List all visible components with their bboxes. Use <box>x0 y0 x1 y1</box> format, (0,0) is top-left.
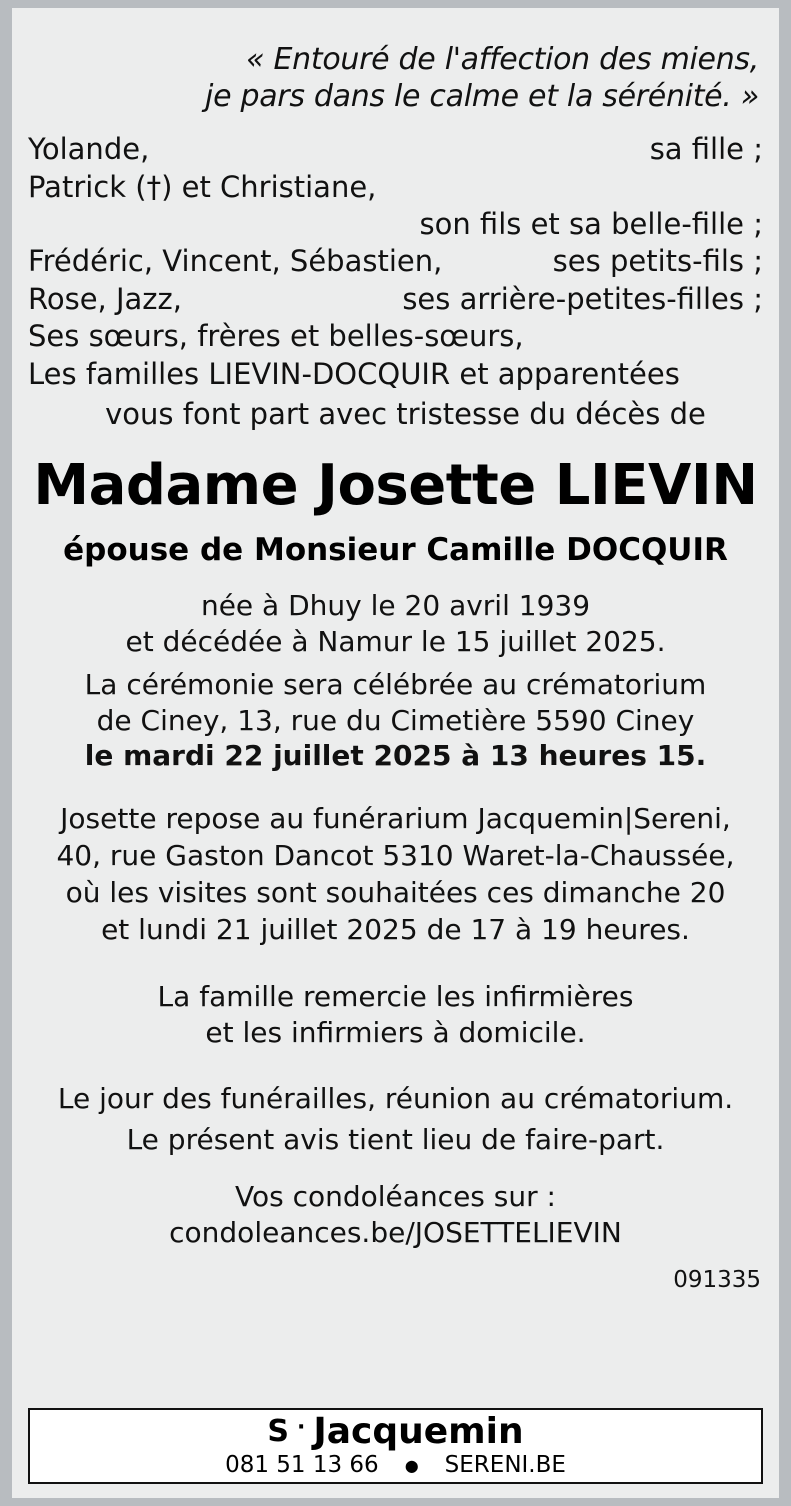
phone-number: 081 51 13 66 <box>225 1452 379 1478</box>
closing-block <box>28 1079 763 1160</box>
family-relation: ses arrière-petites-filles ; <box>402 281 763 316</box>
family-row <box>28 318 763 355</box>
ceremony-datetime: le mardi 22 juillet 2025 à 13 heures 15. <box>84 739 707 773</box>
ceremony-line-2: de Ciney, 13, rue du Cimetière 5590 Ciney <box>96 703 695 737</box>
condolences-url[interactable]: condoleances.be/JOSETTELIEVIN <box>169 1216 622 1250</box>
thanks-block <box>28 979 763 1052</box>
family-row <box>28 243 763 280</box>
family-relation: sa fille ; <box>649 132 763 167</box>
repose-line-3: où les visites sont souhaitées ces dimanche 20 <box>65 876 726 910</box>
repose-line-4: et lundi 21 juillet 2025 de 17 à 19 heures. <box>101 913 690 947</box>
dates-block <box>28 588 763 659</box>
footer-contact <box>225 1452 566 1478</box>
family-member-names: Rose, Jazz, <box>28 281 182 316</box>
birth-line: née à Dhuy le 20 avril 1939 <box>200 589 591 623</box>
quote-line-2: je pars dans le calme et la sérénité. » <box>205 78 759 114</box>
quote-line-1: « Entouré de l'affection des miens, <box>246 42 759 77</box>
funeral-home-footer <box>28 1408 763 1484</box>
family-member-names: Patrick (†) et Christiane, <box>28 169 377 204</box>
family-member-names: Les familles LIEVIN-DOCQUIR et apparentées <box>28 356 680 391</box>
family-row <box>28 356 763 393</box>
reference-number: 091335 <box>673 1267 761 1294</box>
family-row <box>28 206 763 243</box>
brand-name: Jacquemin <box>313 1411 524 1452</box>
quote-block <box>28 8 763 115</box>
family-member-names: Yolande, <box>28 132 150 167</box>
repose-block <box>28 800 763 949</box>
announcement-intro: vous font part avec tristesse du décès de <box>105 397 706 432</box>
thanks-line-1: La famille remercie les infirmières <box>157 979 634 1013</box>
separator-dot-icon: · <box>296 1415 306 1440</box>
condolences-block <box>28 1179 763 1252</box>
repose-line-2: 40, rue Gaston Dancot 5310 Waret-la-Chaussée, <box>56 839 735 872</box>
ceremony-block <box>28 667 763 774</box>
family-relation: ses petits-fils ; <box>552 244 763 279</box>
brand-lockup <box>267 1411 524 1452</box>
family-row <box>28 131 763 168</box>
thanks-line-2: et les infirmiers à domicile. <box>205 1016 586 1050</box>
family-relation: son fils et sa belle-fille ; <box>419 207 763 241</box>
family-list <box>28 131 763 393</box>
deceased-name: Madame Josette LIEVIN <box>33 453 758 519</box>
closing-line-1: Le jour des funérailles, réunion au crématorium. <box>57 1082 734 1116</box>
funeral-notice-card <box>12 8 779 1498</box>
death-line: et décédée à Namur le 15 juillet 2025. <box>125 624 666 658</box>
bullet-icon: ● <box>404 1455 419 1475</box>
sereni-logo-icon: S <box>267 1414 289 1449</box>
repose-line-1: Josette repose au funérarium Jacquemin|Sereni, <box>60 801 731 835</box>
website-url[interactable]: SERENI.BE <box>444 1452 566 1478</box>
family-member-names: Frédéric, Vincent, Sébastien, <box>28 244 443 279</box>
family-row <box>28 169 763 206</box>
family-member-names: Ses sœurs, frères et belles-sœurs, <box>28 319 524 354</box>
deceased-spouse: épouse de Monsieur Camille DOCQUIR <box>63 532 728 569</box>
family-row <box>28 281 763 318</box>
ceremony-line-1: La cérémonie sera célébrée au crématorium <box>84 668 707 702</box>
condolences-label: Vos condoléances sur : <box>235 1179 556 1213</box>
closing-line-2: Le présent avis tient lieu de faire-part. <box>126 1123 665 1157</box>
